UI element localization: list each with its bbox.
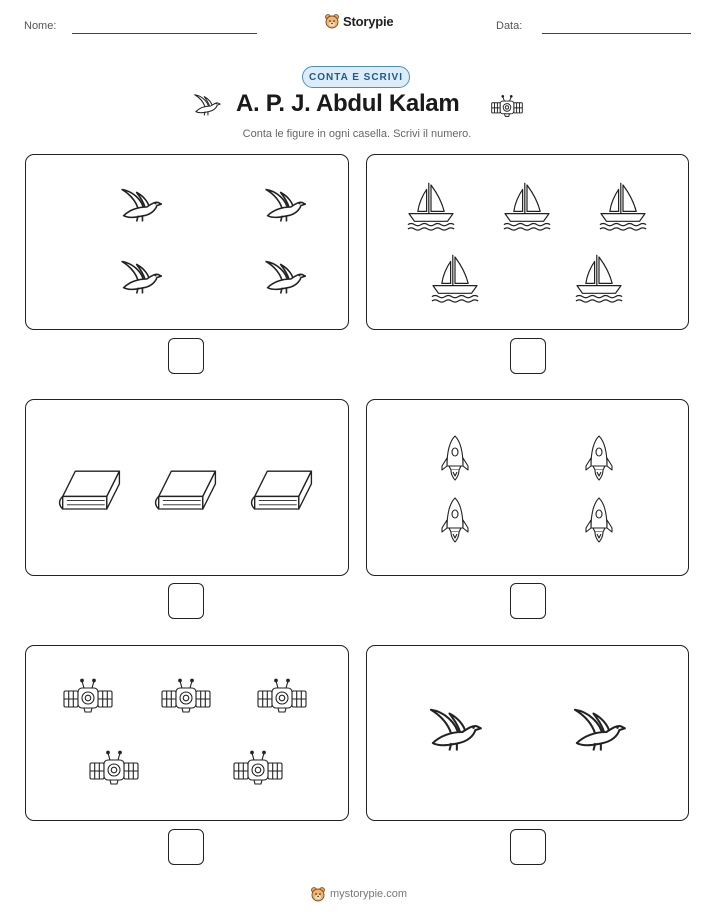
panel-1-figures <box>26 155 350 331</box>
answer-box-3[interactable] <box>168 583 204 619</box>
rocket-icon <box>442 436 468 480</box>
answer-box-5[interactable] <box>168 829 204 865</box>
activity-badge-label: CONTA E SCRIVI <box>308 71 403 83</box>
sailboat-icon <box>600 183 646 230</box>
counting-panel-1 <box>25 154 349 330</box>
brand-logo <box>324 13 393 29</box>
activity-badge <box>302 66 410 88</box>
name-field[interactable] <box>72 33 257 34</box>
sailboat-icon <box>504 183 550 230</box>
worksheet-instructions: Conta le figure in ogni casella. Scrivi il numero. <box>242 128 472 140</box>
date-label: Data: <box>496 20 523 32</box>
satellite-icon <box>90 751 138 784</box>
name-label: Nome: <box>24 20 57 32</box>
bird-icon <box>266 190 305 222</box>
sailboat-icon <box>432 255 478 302</box>
bear-logo-icon <box>324 13 340 29</box>
satellite-icon <box>258 679 306 712</box>
sailboat-icon <box>576 255 622 302</box>
answer-box-4[interactable] <box>510 583 546 619</box>
panel-2-figures <box>367 155 690 331</box>
answer-box-2[interactable] <box>510 338 546 374</box>
bird-icon <box>122 262 161 294</box>
bird-icon <box>266 262 305 294</box>
satellite-icon <box>490 94 524 120</box>
worksheet-title: A. P. J. Abdul Kalam <box>236 90 460 117</box>
footer-url[interactable]: mystorypie.com <box>330 888 408 900</box>
bird-icon <box>575 710 625 751</box>
rocket-icon <box>586 436 612 480</box>
brand-name: Storypie <box>343 13 394 29</box>
panel-6-figures <box>367 646 690 822</box>
bird-icon <box>192 92 222 120</box>
footer <box>310 886 407 902</box>
book-icon <box>156 471 216 509</box>
panel-3-figures <box>26 400 350 577</box>
answer-box-1[interactable] <box>168 338 204 374</box>
panel-4-figures <box>367 400 690 577</box>
counting-panel-6 <box>366 645 689 821</box>
counting-panel-2 <box>366 154 689 330</box>
satellite-icon <box>162 679 210 712</box>
rocket-icon <box>586 498 612 542</box>
book-icon <box>252 471 312 509</box>
satellite-icon <box>234 751 282 784</box>
book-icon <box>60 471 120 509</box>
bird-icon <box>431 710 481 751</box>
date-field[interactable] <box>542 33 691 34</box>
answer-box-6[interactable] <box>510 829 546 865</box>
rocket-icon <box>442 498 468 542</box>
bird-icon <box>122 190 161 222</box>
counting-panel-4 <box>366 399 689 576</box>
panel-5-figures <box>26 646 350 822</box>
counting-panel-3 <box>25 399 349 576</box>
counting-panel-5 <box>25 645 349 821</box>
bear-logo-icon <box>310 886 326 902</box>
satellite-icon <box>64 679 112 712</box>
sailboat-icon <box>408 183 454 230</box>
